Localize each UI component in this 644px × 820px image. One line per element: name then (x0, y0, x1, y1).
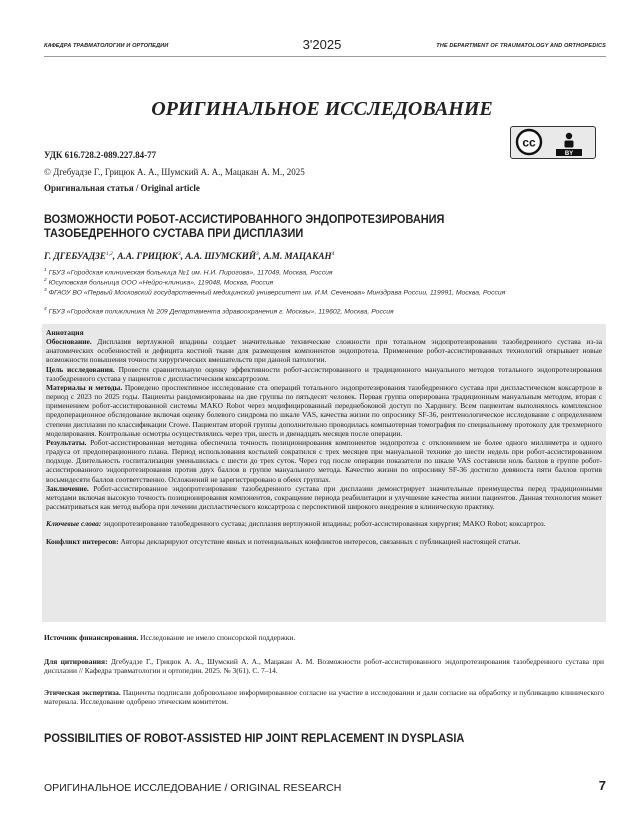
header-divider (44, 56, 606, 57)
author-name: А.А. ГРИЦЮК (117, 251, 178, 262)
article-title-ru: ВОЗМОЖНОСТИ РОБОТ-АССИСТИРОВАННОГО ЭНДОПРОТЕЗИРОВАНИЯ ТАЗОБЕДРЕННОГО СУСТАВА ПРИ ДИСПЛАЗИИ (44, 212, 445, 240)
abstract-heading: Аннотация (46, 328, 84, 337)
abstract-rationale: Обоснование. Дисплазия вертлужной впадины создает значительные технические сложности при тотальном эндопротезировании тазобедренного сустава из-за анатомических особенностей и дефицита костной ткани для размещения компонентов эндопротеза. Применение робот-ассистированных технологий открывает новые возможности повышения точности хирургических вмешательств при данной патологии. (46, 337, 603, 365)
affiliation: $^3$ ФГАОУ ВО «Первый Московский государственный медицинский университет им. И.М. Сеченова» Минздрава России, 119991, Москва, Россия (44, 288, 506, 297)
footer-section: ОРИГИНАЛЬНОЕ ИССЛЕДОВАНИЕ / ORIGINAL RESEARCH (44, 782, 342, 794)
page-number: 7 (598, 778, 606, 793)
section-title: ОРИГИНАЛЬНОЕ ИССЛЕДОВАНИЕ (151, 98, 493, 120)
abstract-results: Результаты. Робот-ассистированная методика обеспечила точность позиционирования компонентов эндопротеза с отклонением не более одного миллиметра и одного градуса от предоперационного плана. Период использования костылей сократился с трех месяцев при мануальной технике до шести недель при робот-ассистированном подходе. Длительность госпитализации уменьшилась с шести до трех суток. Через год после операции показатели по шкале VAS составили ноль баллов в группе робот-ассистированного эндопротезирования против двух баллов в группе мануального метода. Качество жизни по опроснику SF-36 достигло девяноста пяти баллов против восьмидесяти баллов соответственно. Осложнений не зарегистрировано в обеих группах. (46, 437, 603, 484)
ethics-review: Этическая экспертиза. Пациенты подписали добровольное информированное согласие на участие в исследовании и дали согласие на обработку и публикацию клинического материала. Исследование одобрено этическим комитетом. (44, 688, 605, 707)
by-label: BY (564, 151, 574, 157)
citation: Для цитирования: Дгебуадзе Г., Грицюк А. А., Шумский А. А., Мацакан А. М. Возможности робот-ассистированного эндопротезирования тазобедренного сустава при дисплазии // Кафедра травматологии и ортопедии. 2025. № 3(61). С. 7–14. (44, 657, 604, 676)
affiliation: $^4$ ГБУЗ «Городская поликлиника № 209 Департамента здравоохранения г. Москвы», 119602, Москва, Россия (44, 307, 394, 316)
abstract-methods: Материалы и методы. Проведено проспективное исследование ста операций тотального эндопротезирования тазобедренного сустава при диспластическом коксартрозе в период с 2023 по 2025 годы. Пациенты рандомизированы на две группы по пятьдесят человек. Первая группа оперирована традиционным мануальным методом, вторая с применением робот-ассистированной системы MAKO Robot через модифицированный переднебоковой доступ по Хардингу. Всем пациентам выполнялось комплексное предоперационное обследование включая оценку болевого синдрома по шкале VAS, качества жизни по опроснику SF-36, рентгенологическое исследование с определением степени дисплазии по классификации Crowe. Пациентам второй группы дополнительно проводилась компьютерная томография по специальному протоколу для трехмерного моделирования. Контрольные осмотры осуществлялись через три, шесть и двенадцать месяцев после операции. (46, 382, 603, 438)
abstract-box (42, 324, 606, 622)
author-name: А.М. МАЦАКАН (263, 251, 332, 262)
article-type: Оригинальная статья / Original article (44, 183, 200, 193)
author-name: Г. ДГЕБУАДЗЕ (44, 251, 106, 262)
keywords: Ключевые слова: эндопротезирование тазобедренного сустава; дисплазия вертлужной впадины; робот-ассистированная хирургия; MAKO Robot; коксартроз. (46, 519, 546, 529)
running-header-right: THE DEPARTMENT OF TRAUMATOLOGY AND ORTHOPEDICS (436, 43, 606, 49)
issue-number: 3'2025 (302, 37, 342, 52)
running-header-left: КАФЕДРА ТРАВМАТОЛОГИИ И ОРТОПЕДИИ (44, 43, 169, 49)
cc-by-icon (510, 126, 596, 159)
conflict-of-interest: Конфликт интересов: Авторы декларируют отсутствие явных и потенциальных конфликтов интересов, связанных с публикацией настоящей статьи. (46, 537, 521, 547)
abstract-aim: Цель исследования. Провести сравнительную оценку эффективности робот-ассистированного и традиционного мануального методов тотального эндопротезирования тазобедренного сустава у пациентов с диспластическим коксартрозом. (46, 364, 602, 383)
abstract-conclusion: Заключение. Робот-ассистированное эндопротезирование тазобедренного сустава при дисплазии демонстрирует значительные преимущества перед традиционными методами включая высокую точность позиционирования компонентов, сокращение периода реабилитации и улучшение качества жизни пациентов. Данная технология может рассматриваться как метод выбора при лечении диспластического коксартроза с перспективой широкого внедрения в клиническую практику. (46, 483, 603, 511)
affiliation: $^2$ Юсуповская больница ООО «Нейро-клиника», 119048, Москва, Россия (44, 278, 274, 287)
funding-source: Источник финансирования. Исследование не имело спонсорской поддержки. (44, 633, 296, 642)
article-title-en: POSSIBILITIES OF ROBOT-ASSISTED HIP JOINT REPLACEMENT IN DYSPLASIA (44, 731, 465, 745)
copyright: © Дгебуадзе Г., Грицюк А. А., Шумский А. А., Мацакан А. М., 2025 (44, 167, 305, 177)
author-name: А.А. ШУМСКИЙ (185, 251, 256, 262)
affiliation: $^1$ ГБУЗ «Городская клиническая больница №1 им. Н.И. Пирогова», 117049, Москва, Россия (44, 268, 333, 277)
author-list: Г. ДГЕБУАДЗЕ$^{1,2}$, А.А. ГРИЦЮК$^3$, А.А. ШУМСКИЙ$^3$, А.М. МАЦАКАН$^4$ (44, 251, 335, 262)
cc-label: cc (522, 135, 536, 150)
udc-code: УДК 616.728.2-089.227.84-77 (44, 150, 157, 160)
